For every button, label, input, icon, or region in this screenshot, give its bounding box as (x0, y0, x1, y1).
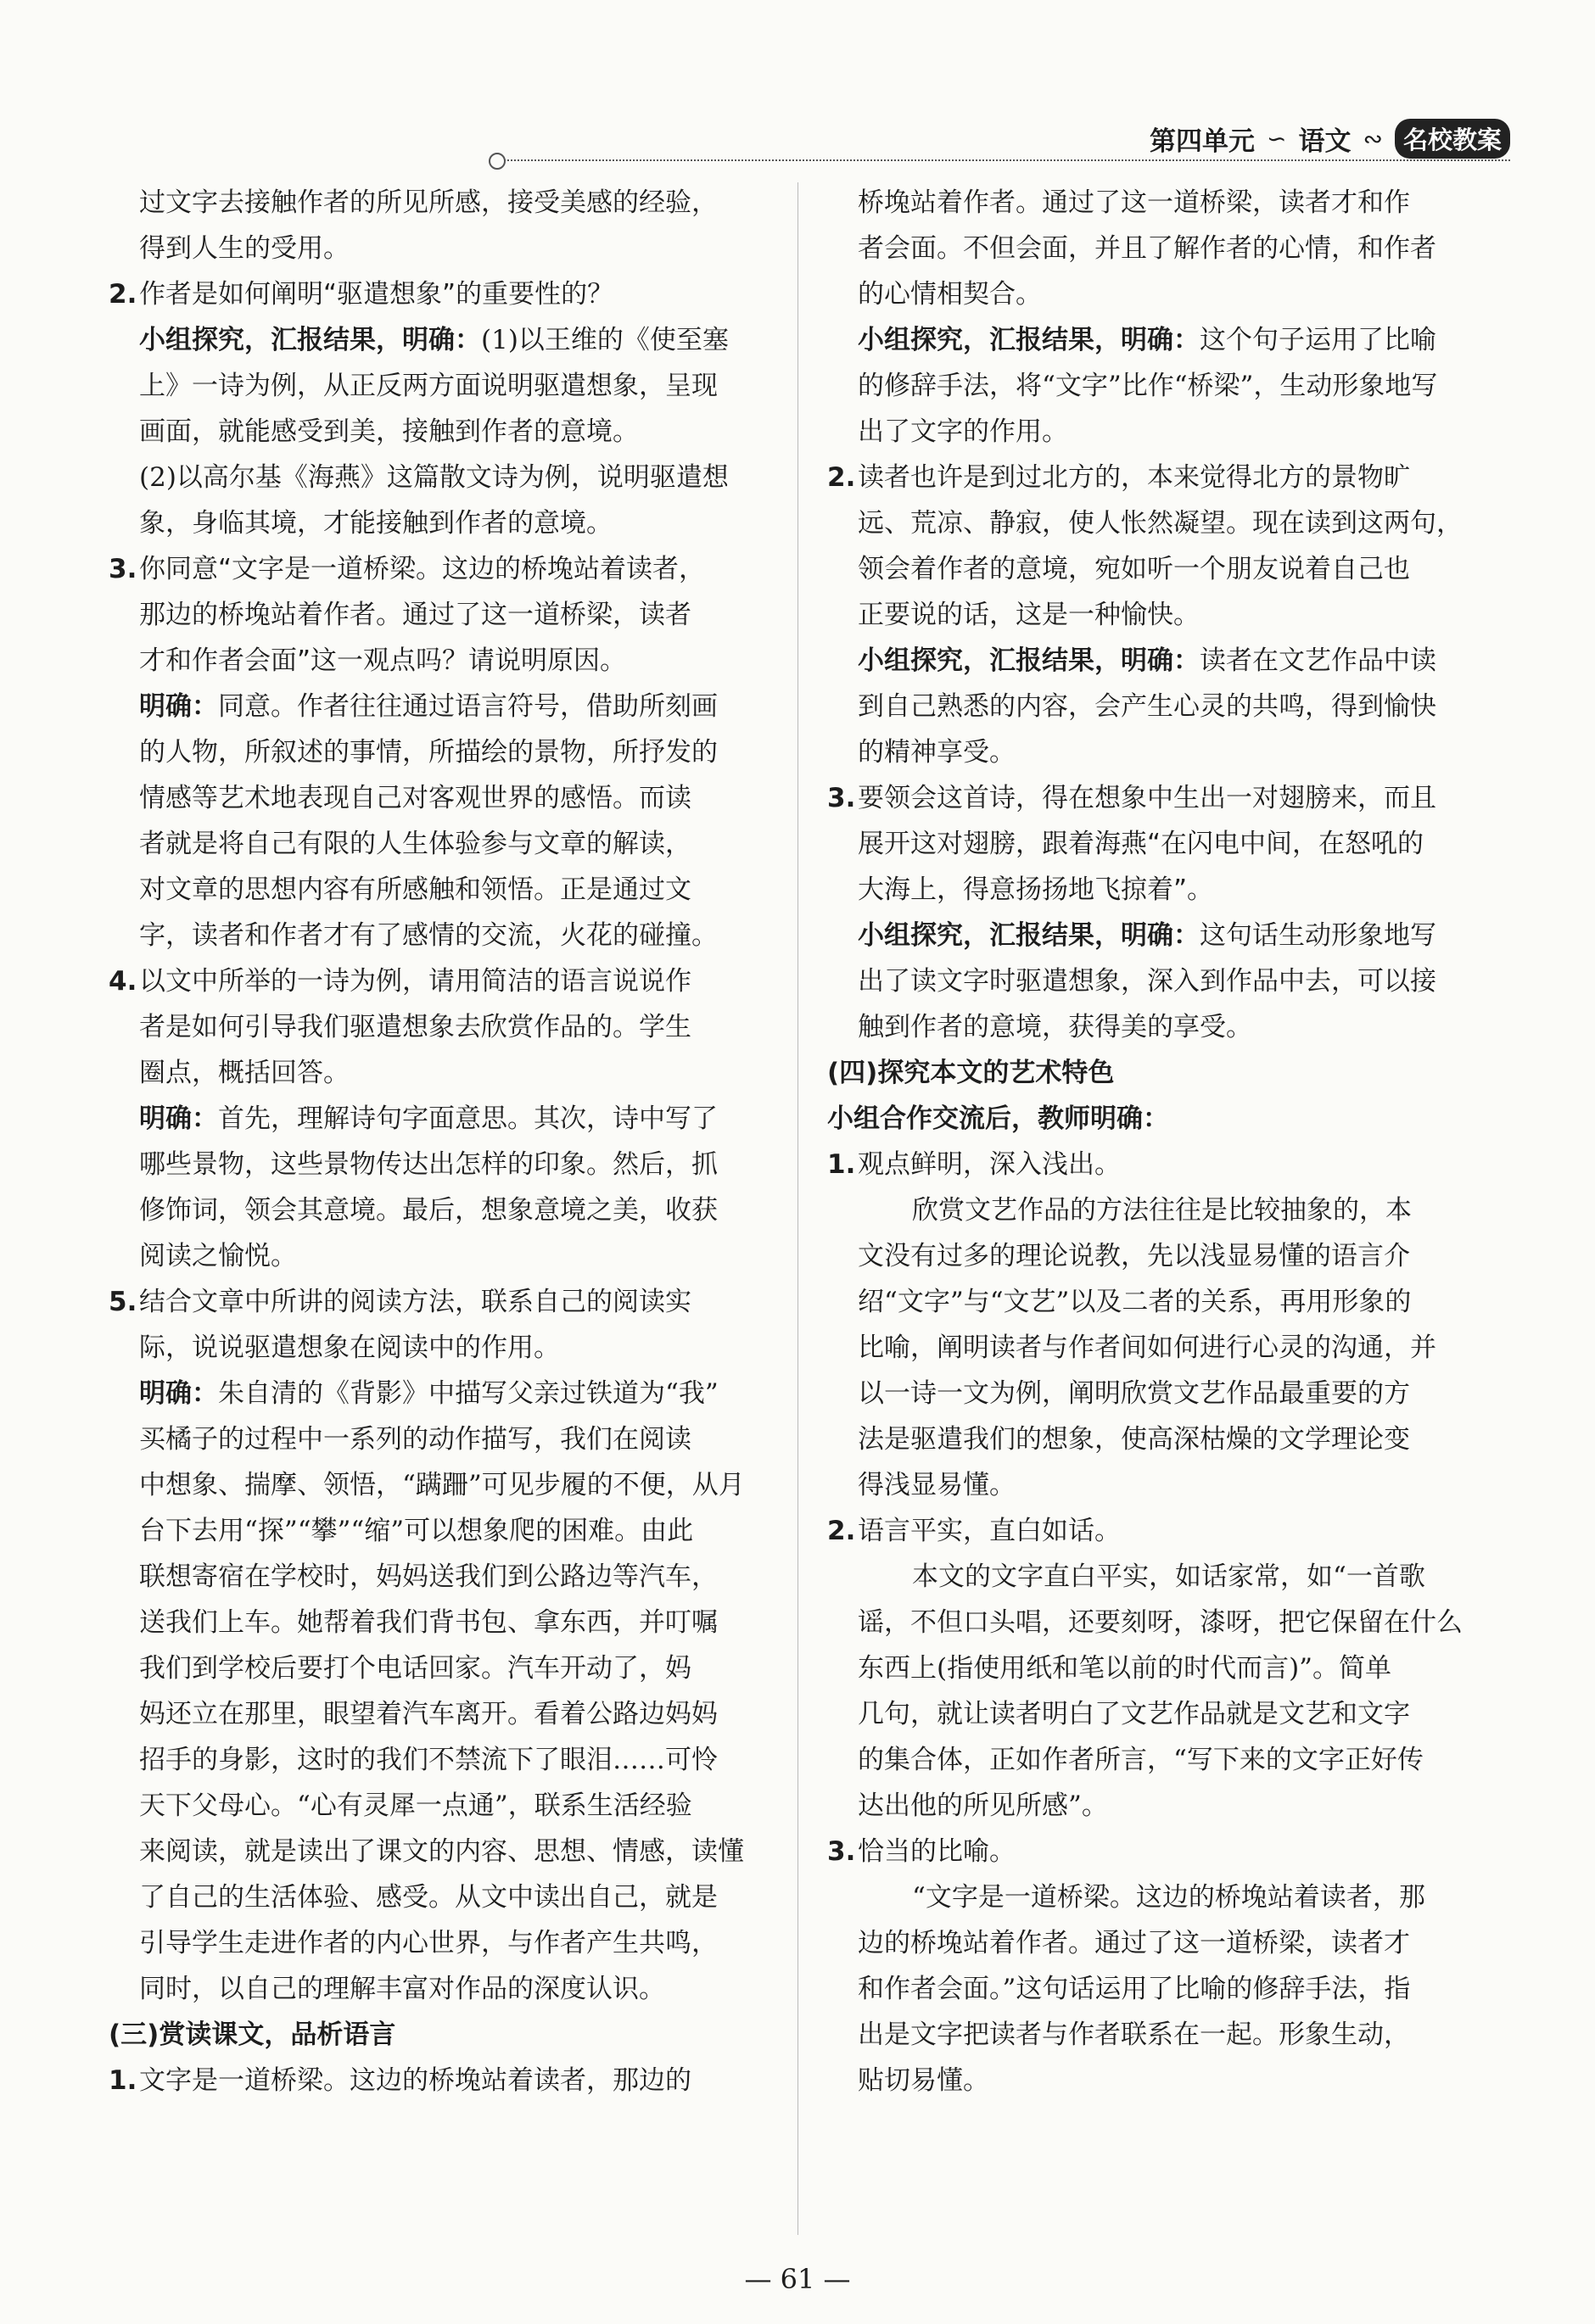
question-5 (109, 1279, 770, 1371)
text-line: 首先，理解诗句字面意思。其次，诗中写了 (218, 1103, 718, 1134)
text-line: 引导学生走进作者的内心世界，与作者产生共鸣， (139, 1928, 718, 1958)
text-line: 要领会这首诗，得在想象中生出一对翅膀来，而且 (858, 783, 1436, 813)
feature-number: 2. (827, 1516, 856, 1546)
text-line: 者是如何引导我们驱遣想象去欣赏作品的。学生 (139, 1012, 691, 1042)
text-line: 我们到学校后要打个电话回家。汽车开动了，妈 (139, 1653, 691, 1684)
text-line: 达出他的所见所感”。 (858, 1790, 1108, 1821)
header-text (1136, 119, 1510, 159)
feature-title: 语言平实，直白如话。 (858, 1516, 1121, 1546)
text-line: 贴切易懂。 (858, 2065, 989, 2096)
section-heading: (四)探究本文的艺术特色 (827, 1058, 1115, 1088)
text-line: 同时，以自己的理解丰富对作品的深度认识。 (139, 1974, 665, 2004)
text-line: 上》一诗为例，从正反两方面说明驱遣想象，呈现 (139, 371, 718, 401)
text-line: 正要说的话，这是一种愉快。 (858, 600, 1200, 630)
analysis-answer-3 (827, 913, 1485, 1050)
text-line: 朱自清的《背影》中描写父亲过铁道为“我” (218, 1378, 719, 1409)
answer-label: 明确： (139, 691, 218, 722)
text-line: 这句话生动形象地写 (1200, 920, 1436, 951)
text-line: 展开这对翅膀，跟着海燕“在闪电中间，在怒吼的 (858, 829, 1424, 859)
feature-2 (827, 1508, 1485, 1554)
answer-5 (109, 1371, 770, 2012)
text-line: 触到作者的意境，获得美的享受。 (858, 1012, 1252, 1042)
feature-2-body (827, 1554, 1485, 1829)
text-line: 同意。作者往往通过语言符号，借助所刻画 (218, 691, 718, 722)
text-line: 以一诗一文为例，阐明欣赏文艺作品最重要的方 (858, 1378, 1410, 1409)
analysis-item-1-cont (827, 180, 1485, 317)
text-line: 桥堍站着作者。通过了这一道桥梁，读者才和作 (858, 187, 1410, 218)
answer-label: 明确： (139, 1378, 218, 1409)
intro-para (109, 180, 770, 271)
text-line: 那边的桥堍站着作者。通过了这一道桥梁，读者 (139, 600, 691, 630)
text-line: 哪些景物，这些景物传达出怎样的印象。然后，抓 (139, 1149, 718, 1180)
unit-label: 第四单元 (1150, 126, 1256, 157)
text-line: 过文字去接触作者的所见所感，接受美感的经验， (139, 187, 718, 218)
text-line: 中想象、揣摩、领悟，“蹒跚”可见步履的不便，从月 (139, 1470, 745, 1500)
text-line: 送我们上车。她帮着我们背书包、拿东西，并叮嘱 (139, 1607, 718, 1638)
section-heading: (三)赏读课文，品析语言 (109, 2020, 396, 2050)
text-line: 和作者会面。”这句话运用了比喻的修辞手法，指 (858, 1974, 1411, 2004)
analysis-item-2 (827, 455, 1485, 638)
answer-label: 明确： (139, 1103, 218, 1134)
text-line: 本文的文字直白平实，如话家常，如“一首歌 (912, 1561, 1425, 1592)
question-3 (109, 546, 770, 684)
answer-label: 小组探究，汇报结果，明确： (858, 920, 1200, 951)
text-line: 以文中所举的一诗为例，请用简洁的语言说说作 (139, 966, 691, 997)
text-line: 绍“文字”与“文艺”以及二者的关系，再用形象的 (858, 1287, 1412, 1317)
text-line: 了自己的生活体验、感受。从文中读出自己，就是 (139, 1882, 718, 1913)
text-line: “文字是一道桥梁。这边的桥堍站着读者，那 (912, 1882, 1425, 1913)
text-line: 读者也许是到过北方的，本来觉得北方的景物旷 (858, 462, 1410, 493)
swirl-left-icon: ∽ (1267, 125, 1287, 153)
page-header (501, 119, 1510, 170)
feature-title: 观点鲜明，深入浅出。 (858, 1149, 1121, 1180)
answer-label: 小组探究，汇报结果，明确： (858, 645, 1200, 676)
section-subheading: 小组合作交流后，教师明确： (827, 1103, 1169, 1134)
header-dot (489, 153, 506, 170)
analysis-answer-1 (827, 317, 1485, 455)
text-line: 才和作者会面”这一观点吗？请说明原因。 (139, 645, 627, 676)
text-line: 出是文字把读者与作者联系在一起。形象生动， (858, 2020, 1410, 2050)
text-line: 妈还立在那里，眼望着汽车离开。看着公路边妈妈 (139, 1699, 718, 1729)
text-line: 的修辞手法，将“文字”比作“桥梁”，生动形象地写 (858, 371, 1438, 401)
question-number: 3. (109, 554, 137, 584)
text-line: 台下去用“探”“攀”“缩”可以想象爬的困难。由此 (139, 1516, 694, 1546)
text-line: 比喻，阐明读者与作者间如何进行心灵的沟通，并 (858, 1332, 1436, 1363)
text-line: 远、荒凉、静寂，使人怅然凝望。现在读到这两句， (858, 508, 1463, 539)
analysis-item-3 (827, 775, 1485, 913)
text-line: 结合文章中所讲的阅读方法，联系自己的阅读实 (139, 1287, 691, 1317)
text-line: 读者在文艺作品中读 (1200, 645, 1436, 676)
text-line: 的心情相契合。 (858, 279, 1042, 310)
text-line: 边的桥堍站着作者。通过了这一道桥梁，读者才 (858, 1928, 1410, 1958)
text-line: 这个句子运用了比喻 (1200, 325, 1436, 355)
answer-3 (109, 684, 770, 958)
question-number: 2. (827, 462, 856, 493)
answer-4 (109, 1096, 770, 1279)
text-line: 者会面。不但会面，并且了解作者的心情，和作者 (858, 233, 1436, 264)
text-line: 象，身临其境，才能接触到作者的意境。 (139, 508, 613, 539)
feature-1 (827, 1142, 1485, 1187)
text-line: 招手的身影，这时的我们不禁流下了眼泪……可怜 (139, 1745, 718, 1775)
text-line: 画面，就能感受到美，接触到作者的意境。 (139, 416, 639, 447)
right-column (827, 180, 1485, 2103)
text-line: (1)以王维的《使至塞 (481, 325, 729, 355)
question-number: 1. (109, 2065, 137, 2096)
text-line: 出了文字的作用。 (858, 416, 1068, 447)
feature-3-body (827, 1874, 1485, 2103)
text-line: 几句，就让读者明白了文艺作品就是文艺和文字 (858, 1699, 1410, 1729)
answer-2 (109, 317, 770, 546)
feature-title: 恰当的比喻。 (858, 1836, 1016, 1867)
question-number: 3. (827, 783, 856, 813)
feature-number: 1. (827, 1149, 856, 1180)
text-line: 谣，不但口头唱，还要刻呀，漆呀，把它保留在什么 (858, 1607, 1463, 1638)
feature-1-body (827, 1187, 1485, 1508)
brand-badge: 名校教案 (1395, 119, 1510, 159)
left-column (109, 180, 770, 2103)
text-line: 作者是如何阐明“驱遣想象”的重要性的？ (139, 279, 614, 310)
text-line: 际，说说驱遣想象在阅读中的作用。 (139, 1332, 560, 1363)
text-line: 得到人生的受用。 (139, 233, 350, 264)
text-line: 的人物，所叙述的事情，所描绘的景物，所抒发的 (139, 737, 718, 768)
page-number: — 61 — (744, 2263, 851, 2295)
text-line: 修饰词，领会其意境。最后，想象意境之美，收获 (139, 1195, 718, 1226)
question-number: 2. (109, 279, 137, 310)
text-line: 字，读者和作者才有了感情的交流，火花的碰撞。 (139, 920, 718, 951)
text-line: 来阅读，就是读出了课文的内容、思想、情感，读懂 (139, 1836, 744, 1867)
answer-label: 小组探究，汇报结果，明确： (858, 325, 1200, 355)
analysis-item-1 (109, 2058, 770, 2103)
text-line: 的集合体，正如作者所言，“写下来的文字正好传 (858, 1745, 1424, 1775)
text-line: 的精神享受。 (858, 737, 1016, 768)
text-line: 你同意“文字是一道桥梁。这边的桥堍站着读者， (139, 554, 706, 584)
feature-number: 3. (827, 1836, 856, 1867)
analysis-answer-2 (827, 638, 1485, 775)
text-line: 得浅显易懂。 (858, 1470, 1016, 1500)
text-line: 欣赏文艺作品的方法往往是比较抽象的，本 (912, 1195, 1412, 1226)
text-line: 东西上(指使用纸和笔以前的时代而言)”。简单 (858, 1653, 1392, 1684)
text-line: 阅读之愉悦。 (139, 1241, 297, 1271)
text-line: 情感等艺术地表现自己对客观世界的感悟。而读 (139, 783, 691, 813)
feature-3 (827, 1829, 1485, 1874)
text-line: 领会着作者的意境，宛如听一个朋友说着自己也 (858, 554, 1410, 584)
text-line: 文没有过多的理论说教，先以浅显易懂的语言介 (858, 1241, 1410, 1271)
answer-label: 小组探究，汇报结果，明确： (139, 325, 481, 355)
text-line: 圈点，概括回答。 (139, 1058, 350, 1088)
text-line: 联想寄宿在学校时，妈妈送我们到公路边等汽车， (139, 1561, 718, 1592)
question-number: 5. (109, 1287, 137, 1317)
text-line: 法是驱遣我们的想象，使高深枯燥的文学理论变 (858, 1424, 1410, 1455)
text-line: 买橘子的过程中一系列的动作描写，我们在阅读 (139, 1424, 691, 1455)
text-line: 对文章的思想内容有所感触和领悟。正是通过文 (139, 874, 691, 905)
question-2 (109, 271, 770, 317)
text-line: 天下父母心。“心有灵犀一点通”，联系生活经验 (139, 1790, 692, 1821)
text-line: 出了读文字时驱遣想象，深入到作品中去，可以接 (858, 966, 1436, 997)
text-line: 到自己熟悉的内容，会产生心灵的共鸣，得到愉快 (858, 691, 1436, 722)
text-line: 者就是将自己有限的人生体验参与文章的解读， (139, 829, 691, 859)
question-number: 4. (109, 966, 137, 997)
header-rule (501, 159, 1510, 161)
text-line: (2)以高尔基《海燕》这篇散文诗为例，说明驱遣想 (139, 462, 729, 493)
text-line: 大海上，得意扬扬地飞掠着”。 (858, 874, 1214, 905)
text-line: 文字是一道桥梁。这边的桥堍站着读者，那边的 (139, 2065, 691, 2096)
swirl-right-icon: ∾ (1363, 125, 1383, 153)
question-4 (109, 958, 770, 1096)
subject-label: 语文 (1298, 126, 1352, 157)
